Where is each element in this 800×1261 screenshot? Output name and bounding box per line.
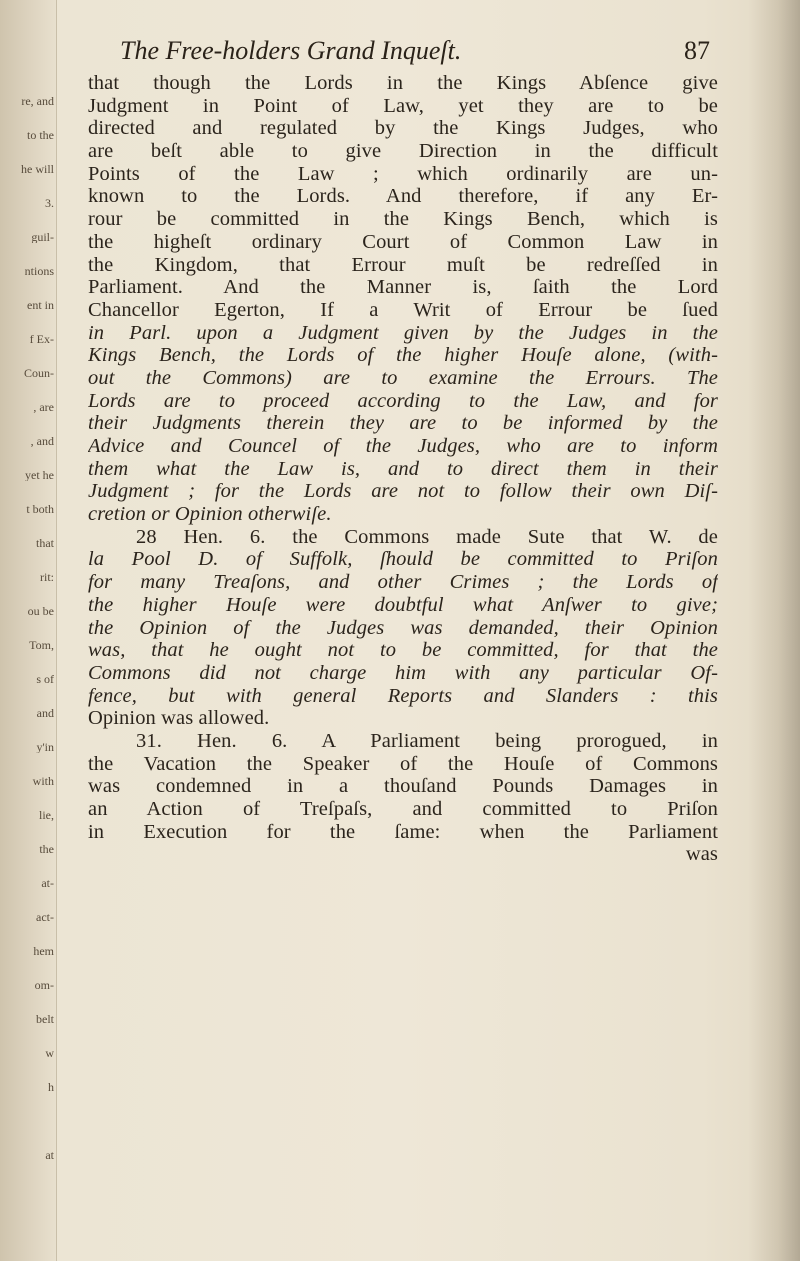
text-line: that though the Lords in the Kings Abſence give [88, 72, 718, 94]
gutter-fragment: that [36, 537, 54, 549]
gutter-fragment: yet he [25, 469, 54, 481]
gutter-fragment: f Ex- [29, 333, 54, 345]
text-line: the higheſt ordinary Court of Common Law in [88, 230, 718, 253]
gutter-fragment: , and [30, 435, 54, 447]
text-line: in Execution for the ſame: when the Parliament [88, 820, 718, 843]
gutter-fragment: ent in [27, 299, 54, 311]
text-line: Kings Bench, the Lords of the higher Houſe alone, (with- [88, 344, 718, 367]
text-line: rour be committed in the Kings Bench, which is [88, 208, 718, 231]
text-line: was, that he ought not to be committed, for that the [88, 639, 718, 662]
text-line: them what the Law is, and to direct them in their [88, 457, 718, 480]
text-line: cretion or Opinion otherwiſe. [88, 503, 332, 526]
text-line: Chancellor Egerton, If a Writ of Errour be ſued [88, 298, 718, 321]
text-line: fence, but with general Reports and Slanders : this [88, 684, 718, 707]
text-line: 28 Hen. 6. the Commons made Sute that W. de [136, 525, 718, 548]
text-line: la Pool D. of Suffolk, ſhould be committed to Priſon [88, 548, 718, 571]
text-line: Advice and Councel of the Judges, who are to inform [88, 435, 718, 457]
gutter-fragment: Tom, [29, 639, 54, 651]
gutter-fragment: guil- [31, 231, 54, 243]
gutter-fragment: w [45, 1047, 54, 1059]
text-line: Opinion was allowed. [88, 707, 270, 730]
text-line: 31. Hen. 6. A Parliament being prorogued, in [136, 729, 718, 752]
text-line: directed and regulated by the Kings Judges, who [88, 117, 718, 140]
text-line: their Judgments therein they are to be informed by the [88, 412, 718, 435]
text-line: for many Treaſons, and other Crimes ; the Lords of [88, 571, 718, 594]
catchword: was [685, 843, 718, 866]
text-line: out the Commons) are to examine the Errours. The [88, 366, 718, 389]
gutter-fragment: belt [36, 1013, 54, 1025]
gutter-fragment: hem [33, 945, 54, 957]
page-edge-shadow [748, 0, 800, 1261]
gutter-fragment: rit: [40, 571, 54, 583]
text-line: Judgment ; for the Lords are not to follow their own Diſ- [88, 480, 718, 503]
gutter-fragment: he will [21, 163, 54, 175]
text-line: Parliament. And the Manner is, ſaith the Lord [88, 276, 718, 299]
gutter-fragment: 3. [45, 197, 54, 209]
text-line: are beſt able to give Direction in the difficult [88, 140, 718, 163]
gutter-fragment: with [32, 775, 54, 787]
text-line: the higher Houſe were doubtful what Anſwer to give; [88, 593, 718, 616]
running-title: The Free-holders Grand Inqueſt. [120, 36, 462, 65]
gutter-fragment: ou be [27, 605, 54, 617]
gutter-fragment: ntions [24, 265, 54, 277]
page-number: 87 [684, 36, 710, 65]
facing-page-gutter [0, 0, 57, 1261]
gutter-fragment: at [45, 1149, 54, 1161]
gutter-fragment: Coun- [24, 367, 54, 379]
text-line: Judgment in Point of Law, yet they are to be [88, 94, 718, 117]
text-line: the Vacation the Speaker of the Houſe of Commons [88, 752, 718, 775]
gutter-fragment: s of [36, 673, 54, 685]
text-line: known to the Lords. And therefore, if any Er- [88, 185, 718, 208]
body-text [88, 72, 718, 866]
gutter-fragment: at- [41, 877, 54, 889]
text-line: the Kingdom, that Errour muſt be redreſſed in [88, 253, 718, 276]
text-line: the Opinion of the Judges was demanded, their Opinion [88, 616, 718, 639]
text-line: an Action of Treſpaſs, and committed to Priſon [88, 798, 718, 820]
gutter-fragment: and [36, 707, 54, 719]
page-header [120, 35, 710, 71]
text-line: in Parl. upon a Judgment given by the Judges in the [88, 321, 718, 344]
gutter-fragment: , are [33, 401, 54, 413]
gutter-fragment: om- [34, 979, 54, 991]
gutter-fragment: the [39, 843, 54, 855]
text-line: Commons did not charge him with any particular Of- [88, 661, 718, 684]
gutter-fragment: y'in [36, 741, 54, 753]
gutter-fragment: lie, [39, 809, 54, 821]
text-line: was condemned in a thouſand Pounds Damages in [88, 775, 718, 798]
gutter-fragment: t both [26, 503, 54, 515]
gutter-fragment: re, and [21, 95, 54, 107]
text-line: Points of the Law ; which ordinarily are un- [88, 162, 718, 185]
text-line: Lords are to proceed according to the Law, and for [88, 389, 718, 412]
gutter-fragment: to the [27, 129, 54, 141]
gutter-fragment: act- [36, 911, 54, 923]
gutter-fragment: h [48, 1081, 54, 1093]
